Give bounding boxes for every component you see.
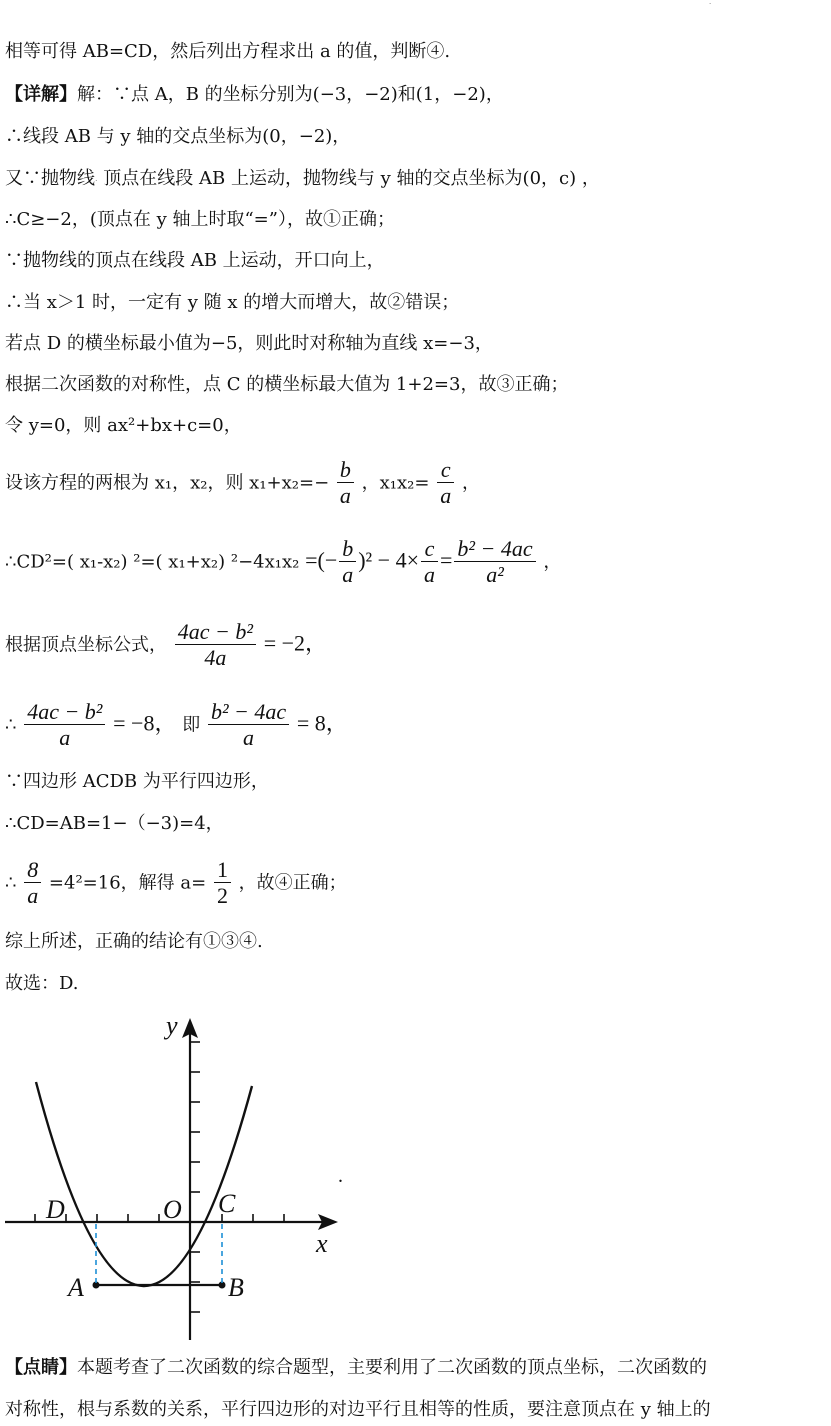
line-4-pre: 又∵抛物线: [5, 168, 95, 189]
formula-placeholder-mark: .: [95, 174, 98, 183]
text-line-9: 根据二次函数的对称性，点 C 的横坐标最大值为 1+2=3，故③正确；: [5, 374, 569, 395]
text-line-12: [5, 537, 561, 588]
fraction-b-over-a-2: $\frac{b}{a}$: [339, 537, 356, 588]
text-line-8: 若点 D 的横坐标最小值为−5，则此时对称轴为直线 x=−3，: [5, 333, 493, 354]
label-x-axis: x: [316, 1229, 328, 1258]
line-11-post: ，: [461, 472, 480, 494]
fraction-b-over-a: $\frac{b}{a}$: [337, 458, 354, 509]
fraction-c-over-a: $\frac{c}{a}$: [437, 458, 454, 509]
text-line-19: 故选：D.: [5, 973, 79, 994]
text-line-5: ∴C≥−2，(顶点在 y 轴上时取“=”），故①正确；: [5, 209, 395, 230]
line-17-pre: ∴: [5, 872, 17, 894]
text-line-3: ∴线段 AB 与 y 轴的交点坐标为(0，−2)，: [5, 126, 351, 147]
y-ticks: [190, 1042, 200, 1312]
text-line-16: ∴CD=AB=1−（−3)=4，: [5, 813, 224, 834]
text-line-6: ∵抛物线的顶点在线段 AB 上运动，开口向上，: [5, 250, 385, 271]
text-line-20: [5, 1356, 707, 1380]
label-origin: O: [163, 1195, 182, 1224]
line-12-pre: ∴CD²=( x₁-x₂) ²=( x₁+x₂) ²−4x₁x₂: [5, 551, 300, 573]
text-line-2: [5, 83, 504, 107]
section-tag-comment: 【点睛】: [5, 1357, 77, 1378]
fraction-1-over-2: $\frac{1}{2}$: [214, 858, 231, 909]
text-line-11: [5, 458, 480, 509]
text-line-17: [5, 858, 347, 909]
line-13-pre: 根据顶点坐标公式，: [5, 634, 167, 656]
corner-mark: ·: [709, 0, 712, 8]
line-12-p1: )² − 4×: [358, 547, 419, 573]
line-12-eq2: =: [439, 547, 453, 573]
line-12-post: ，: [543, 551, 562, 573]
line-13-post: = −2，: [263, 630, 328, 656]
line-17-post: ，故④正确；: [238, 872, 347, 894]
line-12-eq1: =(−: [305, 547, 338, 573]
line-11-mid: ，x₁x₂=: [361, 472, 430, 494]
parabola-graph: [0, 1010, 360, 1350]
label-a: A: [68, 1273, 84, 1302]
section-tag-detail: 【详解】: [5, 84, 77, 105]
label-b: B: [228, 1273, 244, 1302]
line-20-body: 本题考查了二次函数的综合题型，主要利用了二次函数的顶点坐标，二次函数的: [77, 1357, 707, 1378]
text-line-21: 对称性，根与系数的关系，平行四边形的对边平行且相等的性质，要注意顶点在 y 轴上的: [5, 1399, 711, 1420]
text-line-7: ∴当 x＞1 时，一定有 y 随 x 的增大而增大，故②错误；: [5, 292, 460, 313]
label-d: D: [46, 1195, 65, 1224]
label-stray-dot: .: [338, 1165, 343, 1187]
text-line-10: 令 y=0，则 ax²+bx+c=0，: [5, 415, 242, 436]
text-line-4: [5, 167, 600, 191]
text-line-1: 相等可得 AB=CD，然后列出方程求出 a 的值，判断④.: [5, 41, 451, 62]
fraction-discriminant-over-a2: $\frac{\text{b² − 4ac}}{\text{a²}}$: [454, 537, 535, 588]
label-c: C: [218, 1189, 236, 1218]
line-17-mid: =4²=16，解得 a=: [48, 872, 207, 894]
text-line-13: [5, 620, 327, 671]
label-y-axis: y: [166, 1011, 178, 1040]
fraction-8-over-a: $\frac{8}{a}$: [24, 858, 41, 909]
text-line-14: [5, 700, 348, 751]
fraction-b2-4ac-over-a: $\frac{\text{b² − 4ac}}{a}$: [208, 700, 289, 751]
line-4-post: 顶点在线段 AB 上运动，抛物线与 y 轴的交点坐标为(0，c) ，: [97, 168, 600, 189]
line-14-mid2: 即: [182, 714, 201, 736]
line-14-mid1: = −8，: [113, 710, 177, 736]
fraction-vertex-formula: $\frac{\text{4ac − b²}}{4a}$: [175, 620, 256, 671]
text-line-18: 综上所述，正确的结论有①③④.: [5, 931, 263, 952]
fraction-4ac-b2-over-a: $\frac{\text{4ac − b²}}{a}$: [24, 700, 105, 751]
line-14-pre: ∴: [5, 714, 17, 736]
line-2-body: 解：∵点 A，B 的坐标分别为(−3，−2)和(1，−2)，: [77, 84, 504, 105]
text-line-15: ∵四边形 ACDB 为平行四边形，: [5, 771, 269, 792]
line-14-post: = 8，: [296, 710, 348, 736]
fraction-c-over-a-2: $\frac{c}{a}$: [421, 537, 438, 588]
parabola-curve: [36, 1082, 252, 1286]
x-ticks: [35, 1214, 284, 1222]
line-11-pre: 设该方程的两根为 x₁，x₂，则 x₁+x₂=−: [5, 472, 330, 494]
